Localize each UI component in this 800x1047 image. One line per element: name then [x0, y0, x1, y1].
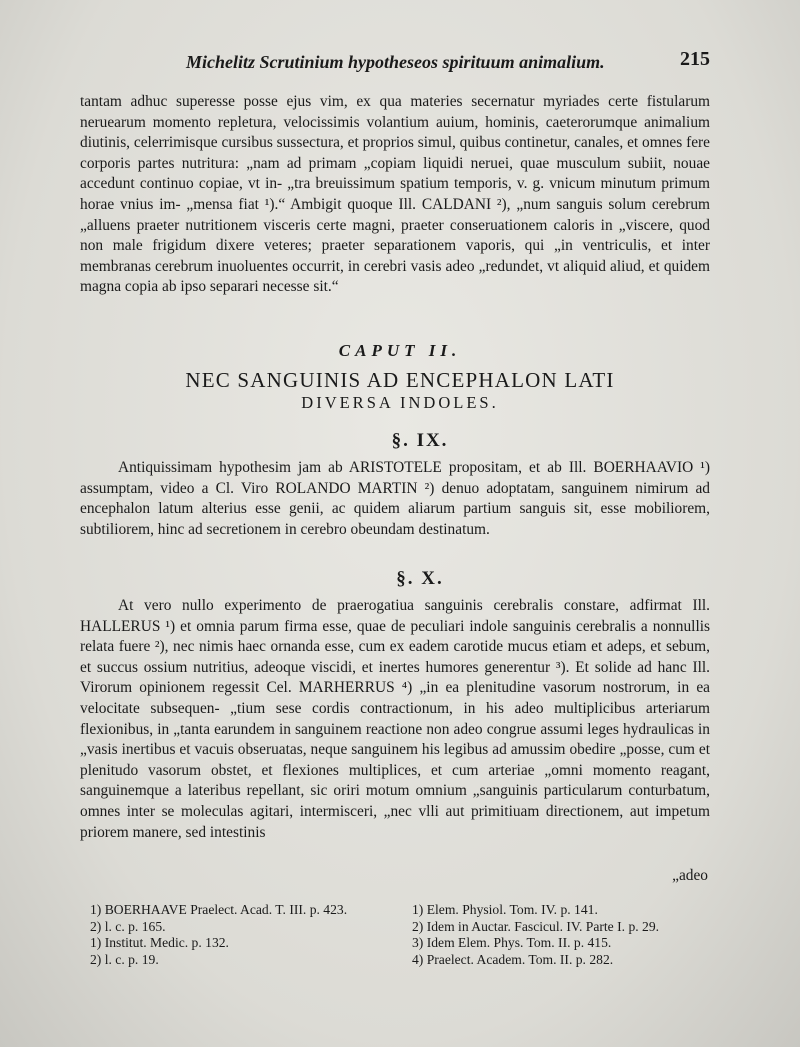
- running-header: [150, 48, 710, 76]
- section-heading-x: §. X.: [396, 568, 444, 589]
- footnote: 2) Idem in Auctar. Fascicul. IV. Parte I. p. 29.: [412, 918, 660, 934]
- section-x-paragraph: [80, 596, 710, 843]
- page-number: 215: [680, 48, 710, 70]
- chapter-title-line-2: DIVERSA INDOLES.: [301, 393, 499, 412]
- footnote: 1) Elem. Physiol. Tom. IV. p. 141.: [412, 902, 598, 917]
- paragraph-text: At vero nullo experimento de praerogatiua sanguinis cerebralis constare, adfirmat Ill. HALLERUS ¹) et omnia parum firma esse, quae de peculiari indole sanguinis cerebralis a nonnullis relata fuere ²), nec nimis haec ornanda esse, cum ex eadem carotide mucus etiam et adeps, et sebum, et succus ossium nutritius, adeoque viscidi, et inertes humores generentur ³). Et solide ad hanc Ill. Virorum opinionem regessit Cel. MARHERRUS ⁴) „in ea plenitudine vasorum nostrorum, in ea velocitate subsequen- „tium sese cordis contractionum, in his adeo multiplicibus arteriarum flexionibus, in „tanta earundem in sanguinem reactione non adeo congrue assumi leges hydraulicas in „vasis inertibus et vacuis obseruatas, neque sanguinem his legibus ad amussim obedire „posse, cum et plenitudo vasorum obstet, et flexiones multiplices, et cum arteriae „omni momento reagant, sanguinemque a lateribus repellant, sic oriri motum omnium „sanguinis particularum conturbatum, omnes inter se moleculas agitari, intermisceri, „nec vlli aut primitiuam directionem, aut impetum priorem manere, sed intestinis: [80, 597, 710, 841]
- footnotes-left-column: [90, 902, 390, 968]
- footnote: 2) l. c. p. 19.: [90, 951, 159, 967]
- footnote: 2) l. c. p. 165.: [90, 918, 166, 934]
- footnotes-right-column: [412, 902, 712, 968]
- continuation-paragraph: [80, 92, 710, 298]
- footnote: 1) BOERHAAVE Praelect. Acad. T. III. p. 423.: [90, 902, 348, 917]
- catchword: „adeo: [672, 867, 708, 884]
- footnote: 1) Institut. Medic. p. 132.: [90, 935, 229, 951]
- footnote: 4) Praelect. Academ. Tom. II. p. 282.: [412, 951, 614, 967]
- section-ix-paragraph: [80, 458, 710, 540]
- paragraph-text: Antiquissimam hypothesim jam ab ARISTOTELE propositam, et ab Ill. BOERHAAVIO ¹) assumptam, video a Cl. Viro ROLANDO MARTIN ²) denuo adoptatam, sanguinem nimirum ad encephalon latum alterius esse genii, ac quidem aliarum partium sanguis sit, esse mobiliorem, subtiliorem, hinc ad secretionem in cerebro obeundam destinatum.: [80, 459, 710, 538]
- section-heading-ix: §. IX.: [391, 430, 449, 451]
- footnote: 3) Idem Elem. Phys. Tom. II. p. 415.: [412, 935, 612, 951]
- running-title: Michelitz Scrutinium hypotheseos spirituum animalium.: [186, 52, 605, 72]
- paragraph-text: tantam adhuc superesse posse ejus vim, ex qua materies secernatur myriades certe fistularum neruearum momento repletura, velocissimis volantium auium, hominis, caeterorumque animalium diutinis, celerrimisque cursibus sussectura, et proprios simul, quibus continetur, canales, et omnes fere corporis partes nutritura: „nam ad primam „copiam liquidi neruei, quae musculum subiit, nouae accedunt continuo copiae, vt in- „tra breuissimum spatium temporis, v. g. vnicum minutum primum horae vnius im- „mensa fiat ¹).“ Ambigit quoque Ill. CALDANI ²), „num sanguis solum cerebrum „alluens praeter nutritionem visceris certe magni, praeter conseruationem caloris in „viscere, quod non male frigidum dixere veteres; praeter separationem vaporis, qui „in ventriculis, et inter membranas cerebrum inuoluentes occurrit, in cerebri vasis adeo „redundet, vt aliquid aliud, et quidem magna copia ab ipso separari necesse sit.“: [80, 93, 710, 296]
- chapter-title-line-1: NEC SANGUINIS AD ENCEPHALON LATI: [185, 368, 615, 392]
- chapter-label: CAPUT II.: [338, 341, 462, 360]
